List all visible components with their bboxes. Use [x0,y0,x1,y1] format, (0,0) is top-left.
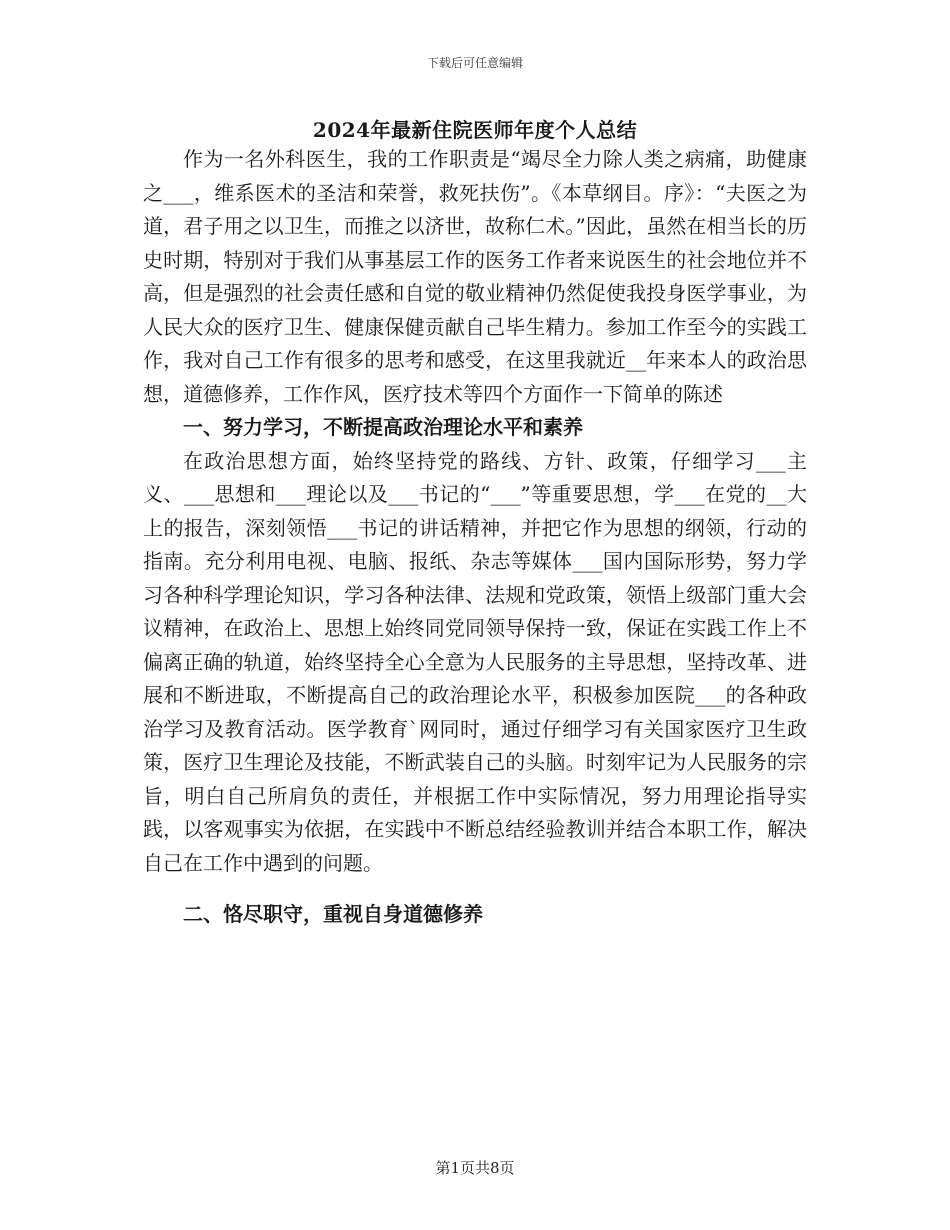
page-footer: 第1页共8页 [435,1159,515,1177]
document-title: 2024年最新住院医师年度个人总结 [312,118,638,142]
header-note: 下载后可任意编辑 [426,56,523,70]
intro-paragraph: 作为一名外科医生，我的工作职责是“竭尽全力除人类之病痛，助健康之___，维系医术的圣洁和荣誉，救死扶伤”。《本草纲目。序》：“夫医之为道，君子用之以卫生，而推之以济世，故称仁术。”因此，虽然在相当长的历史时期，特别对于我们从事基层工作的医务工作者来说医生的社会地位并不高，但是强烈的社会责任感和自觉的敬业精神仍然促使我投身医学事业，为人民大众的医疗卫生、健康保健贡献自己毕生精力。参加工作至今的实践工作，我对自己工作有很多的思考和感受，在这里我就近__年来本人的政治思想，道德修养，工作作风，医疗技术等四个方面作一下简单的陈述 [143,147,807,406]
document-body [143,143,807,932]
section-heading-2: 二、恪尽职守，重视自身道德修养 [183,902,483,926]
section-heading-1: 一、努力学习，不断提高政治理论水平和素养 [183,415,583,439]
section-1-paragraph: 在政治思想方面，始终坚持党的路线、方针、政策，仔细学习___主义、___思想和___理论以及___书记的“___”等重要思想，学___在党的__大上的报告，深刻领悟___书记的讲话精神，并把它作为思想的纲领，行动的指南。充分利用电视、电脑、报纸、杂志等媒体___国内国际形势，努力学习各种科学理论知识，学习各种法律、法规和党政策，领悟上级部门重大会议精神，在政治上、思想上始终同党同领导保持一致，保证在实践工作上不偏离正确的轨道，始终坚持全心全意为人民服务的主导思想，坚持改革、进展和不断进取，不断提高自己的政治理论水平，积极参加医院___的各种政治学习及教育活动。医学教育`网同时，通过仔细学习有关国家医疗卫生政策，医疗卫生理论及技能，不断武装自己的头脑。时刻牢记为人民服务的宗旨，明白自己所肩负的责任，并根据工作中实际情况，努力用理论指导实践，以客观事实为依据，在实践中不断总结经验教训并结合本职工作，解决自己在工作中遇到的问题。 [143,448,807,875]
